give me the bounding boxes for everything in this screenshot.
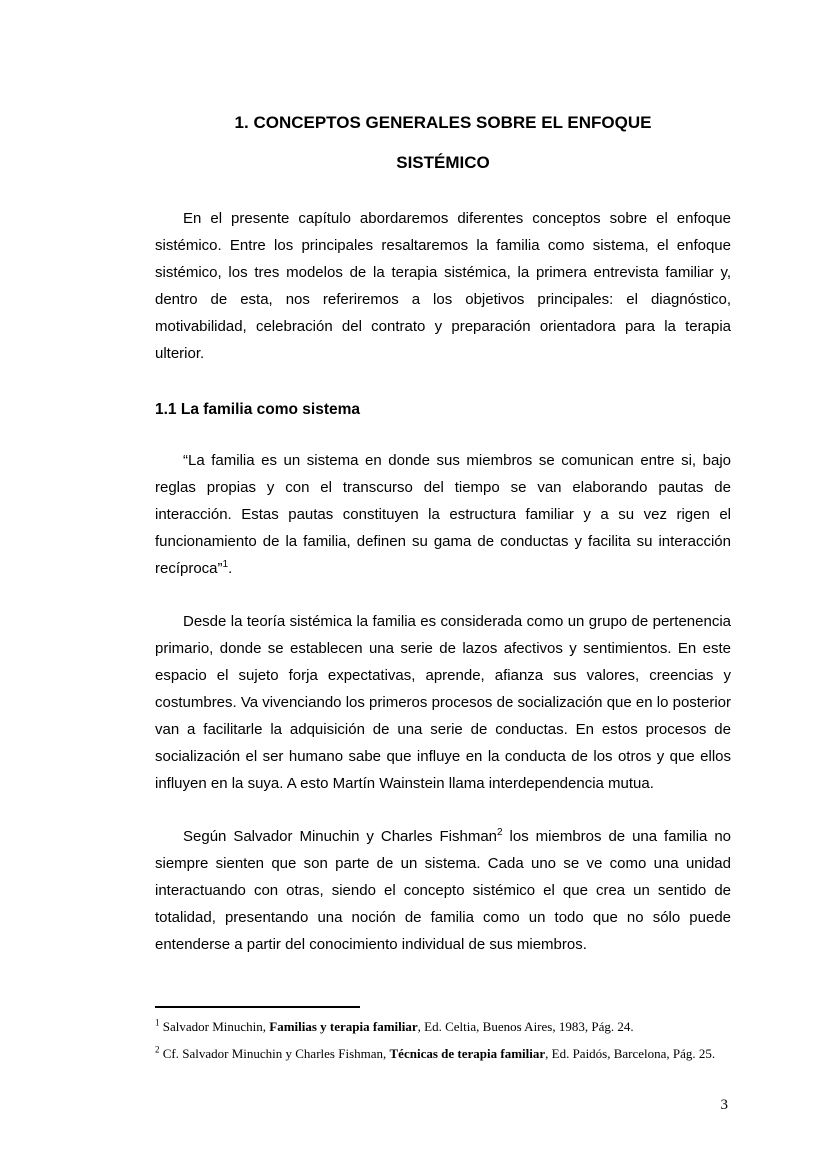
footnote-2-title: Técnicas de terapia familiar <box>389 1046 546 1061</box>
paragraph3-after: los miembros de una familia no siempre sienten que son parte de un sistema. Cada uno se ve como una unidad interactuando con otras, siendo el concepto sistémico el que crea un sentido de totalidad, presentando una noción de familia como un todo que no sólo puede entenderse a partir del conocimiento individual de sus miembros. <box>155 828 732 953</box>
paragraph3-before: Según Salvador Minuchin y Charles Fishman <box>183 828 498 845</box>
footnote-1-pre: Salvador Minuchin, <box>159 1019 270 1034</box>
footnote-1-marker: 1 <box>155 1017 160 1028</box>
body-paragraph-3 <box>155 823 731 958</box>
chapter-title <box>155 103 731 183</box>
quote-paragraph <box>155 447 731 582</box>
chapter-title-line-2: SISTÉMICO <box>396 153 490 172</box>
footnote-separator <box>155 1006 360 1008</box>
footnote-1-post: , Ed. Celtia, Buenos Aires, 1983, Pág. 24. <box>417 1019 634 1034</box>
body-paragraph-2: Desde la teoría sistémica la familia es considerada como un grupo de pertenencia primario, donde se establecen una serie de lazos afectivos y sentimientos. En este espacio el sujeto forja expectativas, aprende, afianza sus valores, creencias y costumbres. Va vivenciando los primeros procesos de socialización que en lo posterior van a facilitarle la adquisición de una serie de conductas. En estos procesos de socialización el ser humano sabe que influye en la conducta de los otros y que ellos influyen en la suya. A esto Martín Wainstein llama interdependencia mutua. <box>155 613 731 792</box>
footnote-ref-2: 2 <box>497 827 503 838</box>
page-number: 3 <box>720 1097 728 1113</box>
footnote-2-marker: 2 <box>155 1044 160 1055</box>
footnote-1 <box>155 1017 731 1036</box>
quote-text: “La familia es un sistema en donde sus miembros se comunican entre si, bajo reglas propias y con el transcurso del tiempo se van elaborando pautas de interacción. Estas pautas constituyen la estructura familiar y a su vez rigen el funcionamiento de la familia, definen su gama de conductas y facilita su interacción recíproca” <box>155 452 731 577</box>
footnote-2-post: , Ed. Paidós, Barcelona, Pág. 25. <box>545 1046 716 1061</box>
footnote-2 <box>155 1044 731 1063</box>
intro-paragraph: En el presente capítulo abordaremos diferentes conceptos sobre el enfoque sistémico. Entre los principales resaltaremos la familia como sistema, el enfoque sistémico, los tres modelos de la terapia sistémica, la primera entrevista familiar y, dentro de esta, nos referiremos a los objetivos principales: el diagnóstico, motivabilidad, celebración del contrato y preparación orientadora para la terapia ulterior. <box>155 210 731 362</box>
footnote-2-pre: Cf. Salvador Minuchin y Charles Fishman, <box>159 1046 390 1061</box>
quote-after: . <box>228 560 233 577</box>
chapter-title-line-1: 1. CONCEPTOS GENERALES SOBRE EL ENFOQUE <box>234 113 652 132</box>
footnote-ref-1: 1 <box>222 559 229 570</box>
footnote-1-title: Familias y terapia familiar <box>269 1019 418 1034</box>
footnotes-section <box>155 1006 731 1071</box>
section-heading: 1.1 La familia como sistema <box>155 401 361 418</box>
